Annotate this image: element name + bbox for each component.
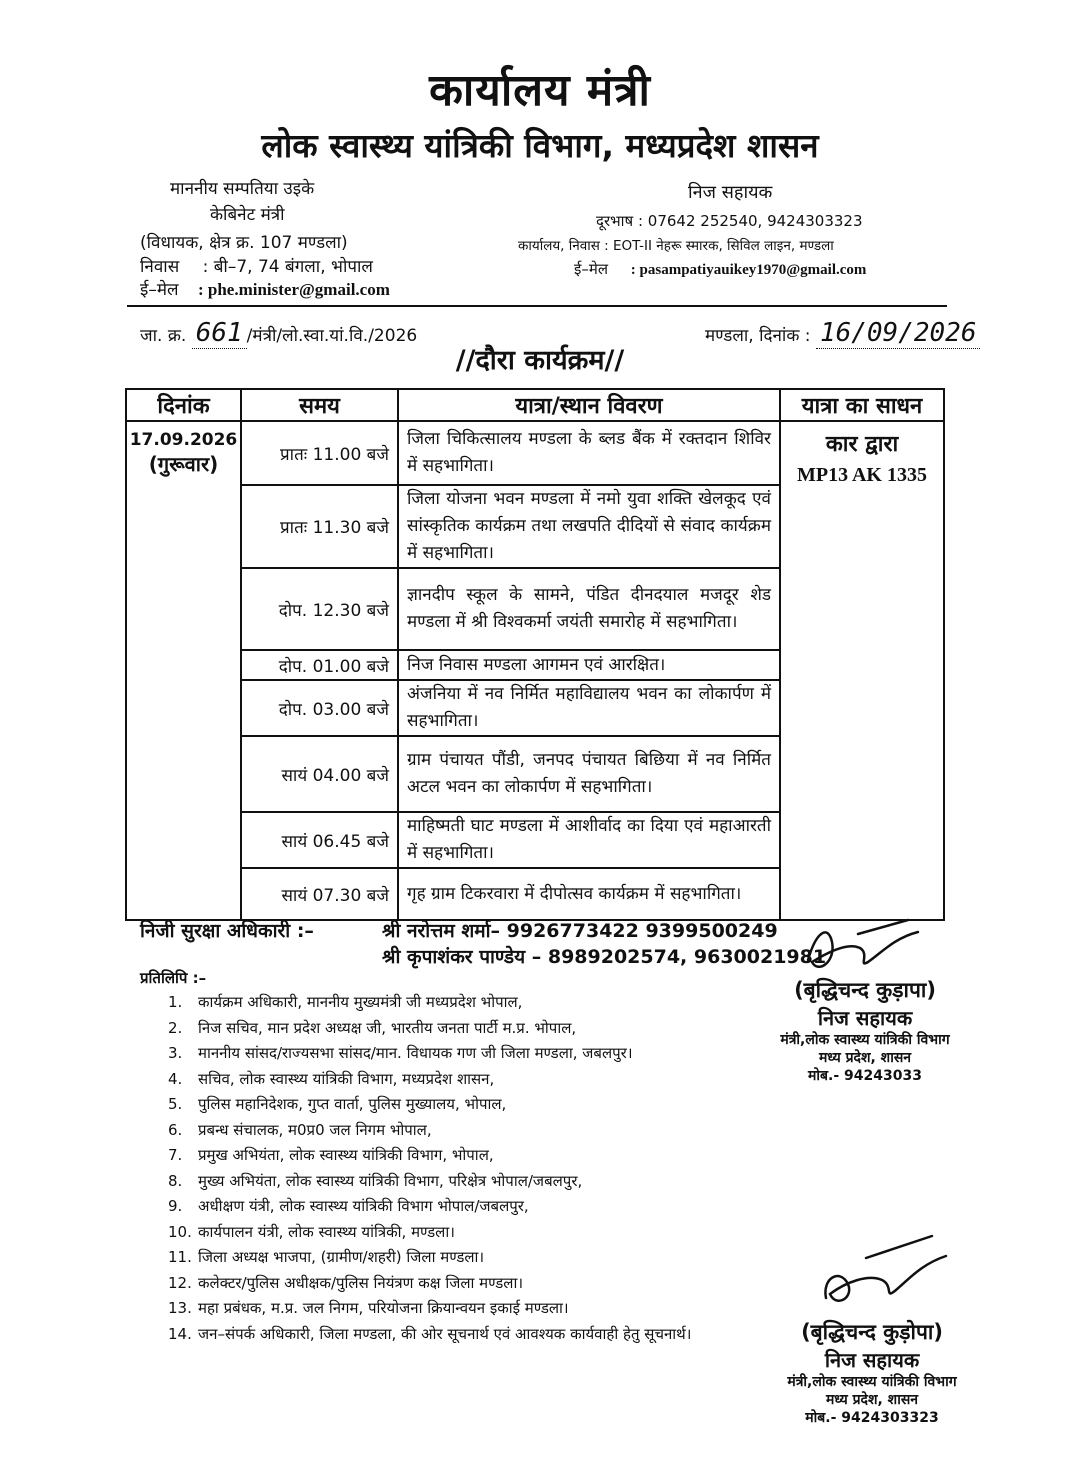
assistant-email bbox=[574, 258, 866, 281]
list-item-number: 5. bbox=[168, 1095, 183, 1113]
list-item bbox=[168, 1194, 691, 1220]
list-item-text: सचिव, लोक स्वास्थ्य यांत्रिकी विभाग, मध्यप्रदेश शासन, bbox=[198, 1069, 495, 1088]
signatory-1-department: मंत्री,लोक स्वास्थ्य यांत्रिकी विभाग bbox=[780, 1032, 950, 1048]
row-time: प्रातः 11.00 बजे bbox=[241, 421, 398, 485]
residence-label: निवास bbox=[140, 257, 180, 277]
list-item-number: 6. bbox=[168, 1120, 183, 1139]
list-item-text: कार्यक्रम अधिकारी, माननीय मुख्यमंत्री जी मध्यप्रदेश भोपाल, bbox=[198, 993, 523, 1011]
minister-email bbox=[140, 279, 390, 301]
list-item-text: अधीक्षण यंत्री, लोक स्वास्थ्य यांत्रिकी विभाग भोपाल/जबलपुर, bbox=[198, 1197, 529, 1215]
row-time: सायं 04.00 बजे bbox=[241, 736, 398, 812]
row-description: ग्राम पंचायत पौंडी, जनपद पंचायत बिछिया में नव निर्मित अटल भवन का लोकार्पण में सहभागिता। bbox=[398, 736, 780, 812]
reference-prefix: जा. क्र. bbox=[140, 326, 187, 346]
list-item bbox=[168, 990, 691, 1016]
assistant-phone-value: : 07642 252540, 9424303323 bbox=[637, 212, 863, 230]
signature-2 bbox=[772, 1318, 972, 1427]
office-title: कार्यालय मंत्री bbox=[429, 65, 651, 116]
list-item-number: 12. bbox=[168, 1273, 192, 1292]
list-item-number: 3. bbox=[168, 1044, 183, 1062]
minister-email-value: : phe.minister@gmail.com bbox=[197, 280, 390, 299]
row-time: दोप. 03.00 बजे bbox=[241, 680, 398, 736]
transport-cell bbox=[780, 421, 944, 920]
signatory-1-name: (बृद्धिचन्द कुड़ापा) bbox=[794, 978, 936, 1002]
security-officer-1: श्री नरोत्तम शर्मा– 9926773422 9399500249 bbox=[382, 920, 778, 942]
list-item-text: माननीय सांसद/राज्यसभा सांसद/मान. विधायक गण जी जिला मण्डला, जबलपुर। bbox=[198, 1044, 633, 1062]
signatory-2-mobile: मोब.- 9424303323 bbox=[805, 1410, 939, 1426]
list-item-text: मुख्य अभियंता, लोक स्वास्थ्य यांत्रिकी विभाग, परिक्षेत्र भोपाल/जबलपुर, bbox=[198, 1171, 583, 1190]
minister-constituency: (विधायक, क्षेत्र क्र. 107 मण्डला) bbox=[140, 233, 348, 253]
list-item-text: प्रमुख अभियंता, लोक स्वास्थ्य यांत्रिकी विभाग, भोपाल, bbox=[198, 1146, 494, 1164]
signature-1 bbox=[765, 976, 965, 1085]
list-item bbox=[168, 1245, 691, 1271]
list-item-number: 13. bbox=[168, 1299, 192, 1317]
vehicle-number: MP13 AK 1335 bbox=[797, 464, 927, 486]
header-date: दिनांक bbox=[126, 389, 241, 421]
residence-value: : बी–7, 74 बंगला, भोपाल bbox=[202, 257, 373, 277]
list-item bbox=[168, 1322, 691, 1348]
row-time: सायं 07.30 बजे bbox=[241, 868, 398, 920]
list-item bbox=[168, 1143, 691, 1169]
assistant-office-address: कार्यालय, निवास : EOT-II नेहरू स्मारक, सिविल लाइन, मण्डला bbox=[518, 238, 834, 254]
reference-suffix: /मंत्री/लो.स्वा.यां.वि./2026 bbox=[246, 326, 418, 346]
list-item-number: 7. bbox=[168, 1146, 183, 1164]
minister-name: माननीय सम्पतिया उइके bbox=[170, 179, 315, 199]
assistant-email-value: : pasampatiyauikey1970@gmail.com bbox=[630, 262, 867, 278]
copies-list bbox=[168, 990, 691, 1347]
visit-date-cell bbox=[126, 421, 241, 920]
row-description: माहिष्मती घाट मण्डला में आशीर्वाद का दिया एवं महाआरती में सहभागिता। bbox=[398, 812, 780, 868]
department-title: लोक स्वास्थ्य यांत्रिकी विभाग, मध्यप्रदेश शासन bbox=[261, 126, 819, 165]
security-officer-2: श्री कृपाशंकर पाण्डेय – 8989202574, 9630021981 bbox=[382, 946, 827, 968]
list-item-text: निज सचिव, मान प्रदेश अध्यक्ष जी, भारतीय जनता पार्टी म.प्र. भोपाल, bbox=[198, 1018, 577, 1037]
list-item bbox=[168, 1118, 691, 1144]
assistant-phone bbox=[596, 210, 863, 232]
minister-residence bbox=[140, 256, 373, 278]
visit-day: (गुरूवार) bbox=[148, 452, 219, 476]
header-divider bbox=[127, 305, 947, 307]
list-item bbox=[168, 1271, 691, 1297]
assistant-phone-label: दूरभाष bbox=[596, 212, 634, 230]
signature-1-mark bbox=[798, 912, 948, 982]
assistant-email-label: ई–मेल bbox=[574, 260, 609, 278]
list-item bbox=[168, 1041, 691, 1067]
list-item-number: 10. bbox=[168, 1222, 192, 1241]
list-item-text: जिला अध्यक्ष भाजपा, (ग्रामीण/शहरी) जिला मण्डला। bbox=[198, 1248, 485, 1266]
row-description: जिला योजना भवन मण्डला में नमो युवा शक्ति खेलकूद एवं सांस्कृतिक कार्यक्रम तथा लखपति दीदियों से संवाद कार्यक्रम में सहभागिता। bbox=[398, 485, 780, 568]
row-description: ज्ञानदीप स्कूल के सामने, पंडित दीनदयाल मजदूर शेड मण्डला में श्री विश्वकर्मा जयंती समारोह में सहभागिता। bbox=[398, 568, 780, 650]
row-time: दोप. 12.30 बजे bbox=[241, 568, 398, 650]
list-item-number: 11. bbox=[168, 1248, 192, 1266]
table-row bbox=[126, 421, 944, 485]
reference-handwritten-number: 661 bbox=[192, 318, 247, 349]
list-item-number: 1. bbox=[168, 993, 183, 1011]
signatory-2-role: निज सहायक bbox=[824, 1348, 920, 1372]
visit-date: 17.09.2026 bbox=[129, 430, 238, 450]
signatory-1-role: निज सहायक bbox=[817, 1006, 913, 1030]
signatory-2-department: मंत्री,लोक स्वास्थ्य यांत्रिकी विभाग bbox=[787, 1374, 957, 1390]
row-description: अंजनिया में नव निर्मित महाविद्यालय भवन का लोकार्पण में सहभागिता। bbox=[398, 680, 780, 736]
list-item bbox=[168, 1296, 691, 1322]
list-item bbox=[168, 1092, 691, 1118]
transport-mode: कार द्वारा bbox=[825, 432, 899, 457]
minister-designation: केबिनेट मंत्री bbox=[210, 205, 285, 225]
header-transport: यात्रा का साधन bbox=[780, 389, 944, 421]
header-description: यात्रा/स्थान विवरण bbox=[398, 389, 780, 421]
list-item-number: 4. bbox=[168, 1069, 183, 1088]
list-item bbox=[168, 1169, 691, 1195]
row-time: दोप. 01.00 बजे bbox=[241, 650, 398, 680]
list-item-text: कार्यपालन यंत्री, लोक स्वास्थ्य यांत्रिकी, मण्डला। bbox=[198, 1222, 455, 1241]
signatory-2-name: (बृद्धिचन्द कुड़ोपा) bbox=[801, 1320, 943, 1344]
list-item-text: महा प्रबंधक, म.प्र. जल निगम, परियोजना क्रियान्वयन इकाई मण्डला। bbox=[198, 1299, 569, 1317]
signatory-1-state: मध्य प्रदेश, शासन bbox=[818, 1050, 912, 1066]
list-item-number: 9. bbox=[168, 1197, 183, 1215]
security-label: निजी सुरक्षा अधिकारी :– bbox=[140, 920, 314, 942]
reference-handwritten-date: 16/09/2026 bbox=[816, 318, 981, 349]
row-description: जिला चिकित्सालय मण्डला के ब्लड बैंक में रक्तदान शिविर में सहभागिता। bbox=[398, 421, 780, 485]
assistant-title: निज सहायक bbox=[688, 182, 773, 203]
reference-date-label: मण्डला, दिनांक : bbox=[705, 326, 811, 346]
list-item-text: प्रबन्ध संचालक, म0प्र0 जल निगम भोपाल, bbox=[198, 1120, 432, 1139]
schedule-table bbox=[125, 388, 945, 921]
list-item-number: 8. bbox=[168, 1171, 183, 1190]
list-item-text: जन–संपर्क अधिकारी, जिला मण्डला, की ओर सूचनार्थ एवं आवश्यक कार्यवाही हेतु सूचनार्थ। bbox=[198, 1324, 692, 1343]
header-time: समय bbox=[241, 389, 398, 421]
row-description: गृह ग्राम टिकरवारा में दीपोत्सव कार्यक्रम में सहभागिता। bbox=[398, 868, 780, 920]
copies-label: प्रतिलिपि :– bbox=[140, 969, 207, 987]
table-header-row bbox=[126, 389, 944, 421]
row-time: प्रातः 11.30 बजे bbox=[241, 485, 398, 568]
list-item bbox=[168, 1067, 691, 1093]
list-item bbox=[168, 1016, 691, 1042]
signatory-1-mobile: मोब.- 94243033 bbox=[808, 1068, 922, 1084]
list-item bbox=[168, 1220, 691, 1246]
list-item-text: पुलिस महानिदेशक, गुप्त वार्ता, पुलिस मुख्यालय, भोपाल, bbox=[198, 1095, 507, 1113]
programme-title: //दौरा कार्यक्रम// bbox=[455, 345, 625, 376]
minister-email-label: ई–मेल bbox=[140, 280, 179, 300]
list-item-text: कलेक्टर/पुलिस अधीक्षक/पुलिस नियंत्रण कक्ष जिला मण्डला। bbox=[198, 1273, 524, 1292]
signature-2-mark bbox=[812, 1228, 962, 1318]
row-description: निज निवास मण्डला आगमन एवं आरक्षित। bbox=[398, 650, 780, 680]
signatory-2-state: मध्य प्रदेश, शासन bbox=[825, 1392, 919, 1408]
list-item-number: 14. bbox=[168, 1324, 192, 1343]
row-time: सायं 06.45 बजे bbox=[241, 812, 398, 868]
list-item-number: 2. bbox=[168, 1018, 183, 1037]
